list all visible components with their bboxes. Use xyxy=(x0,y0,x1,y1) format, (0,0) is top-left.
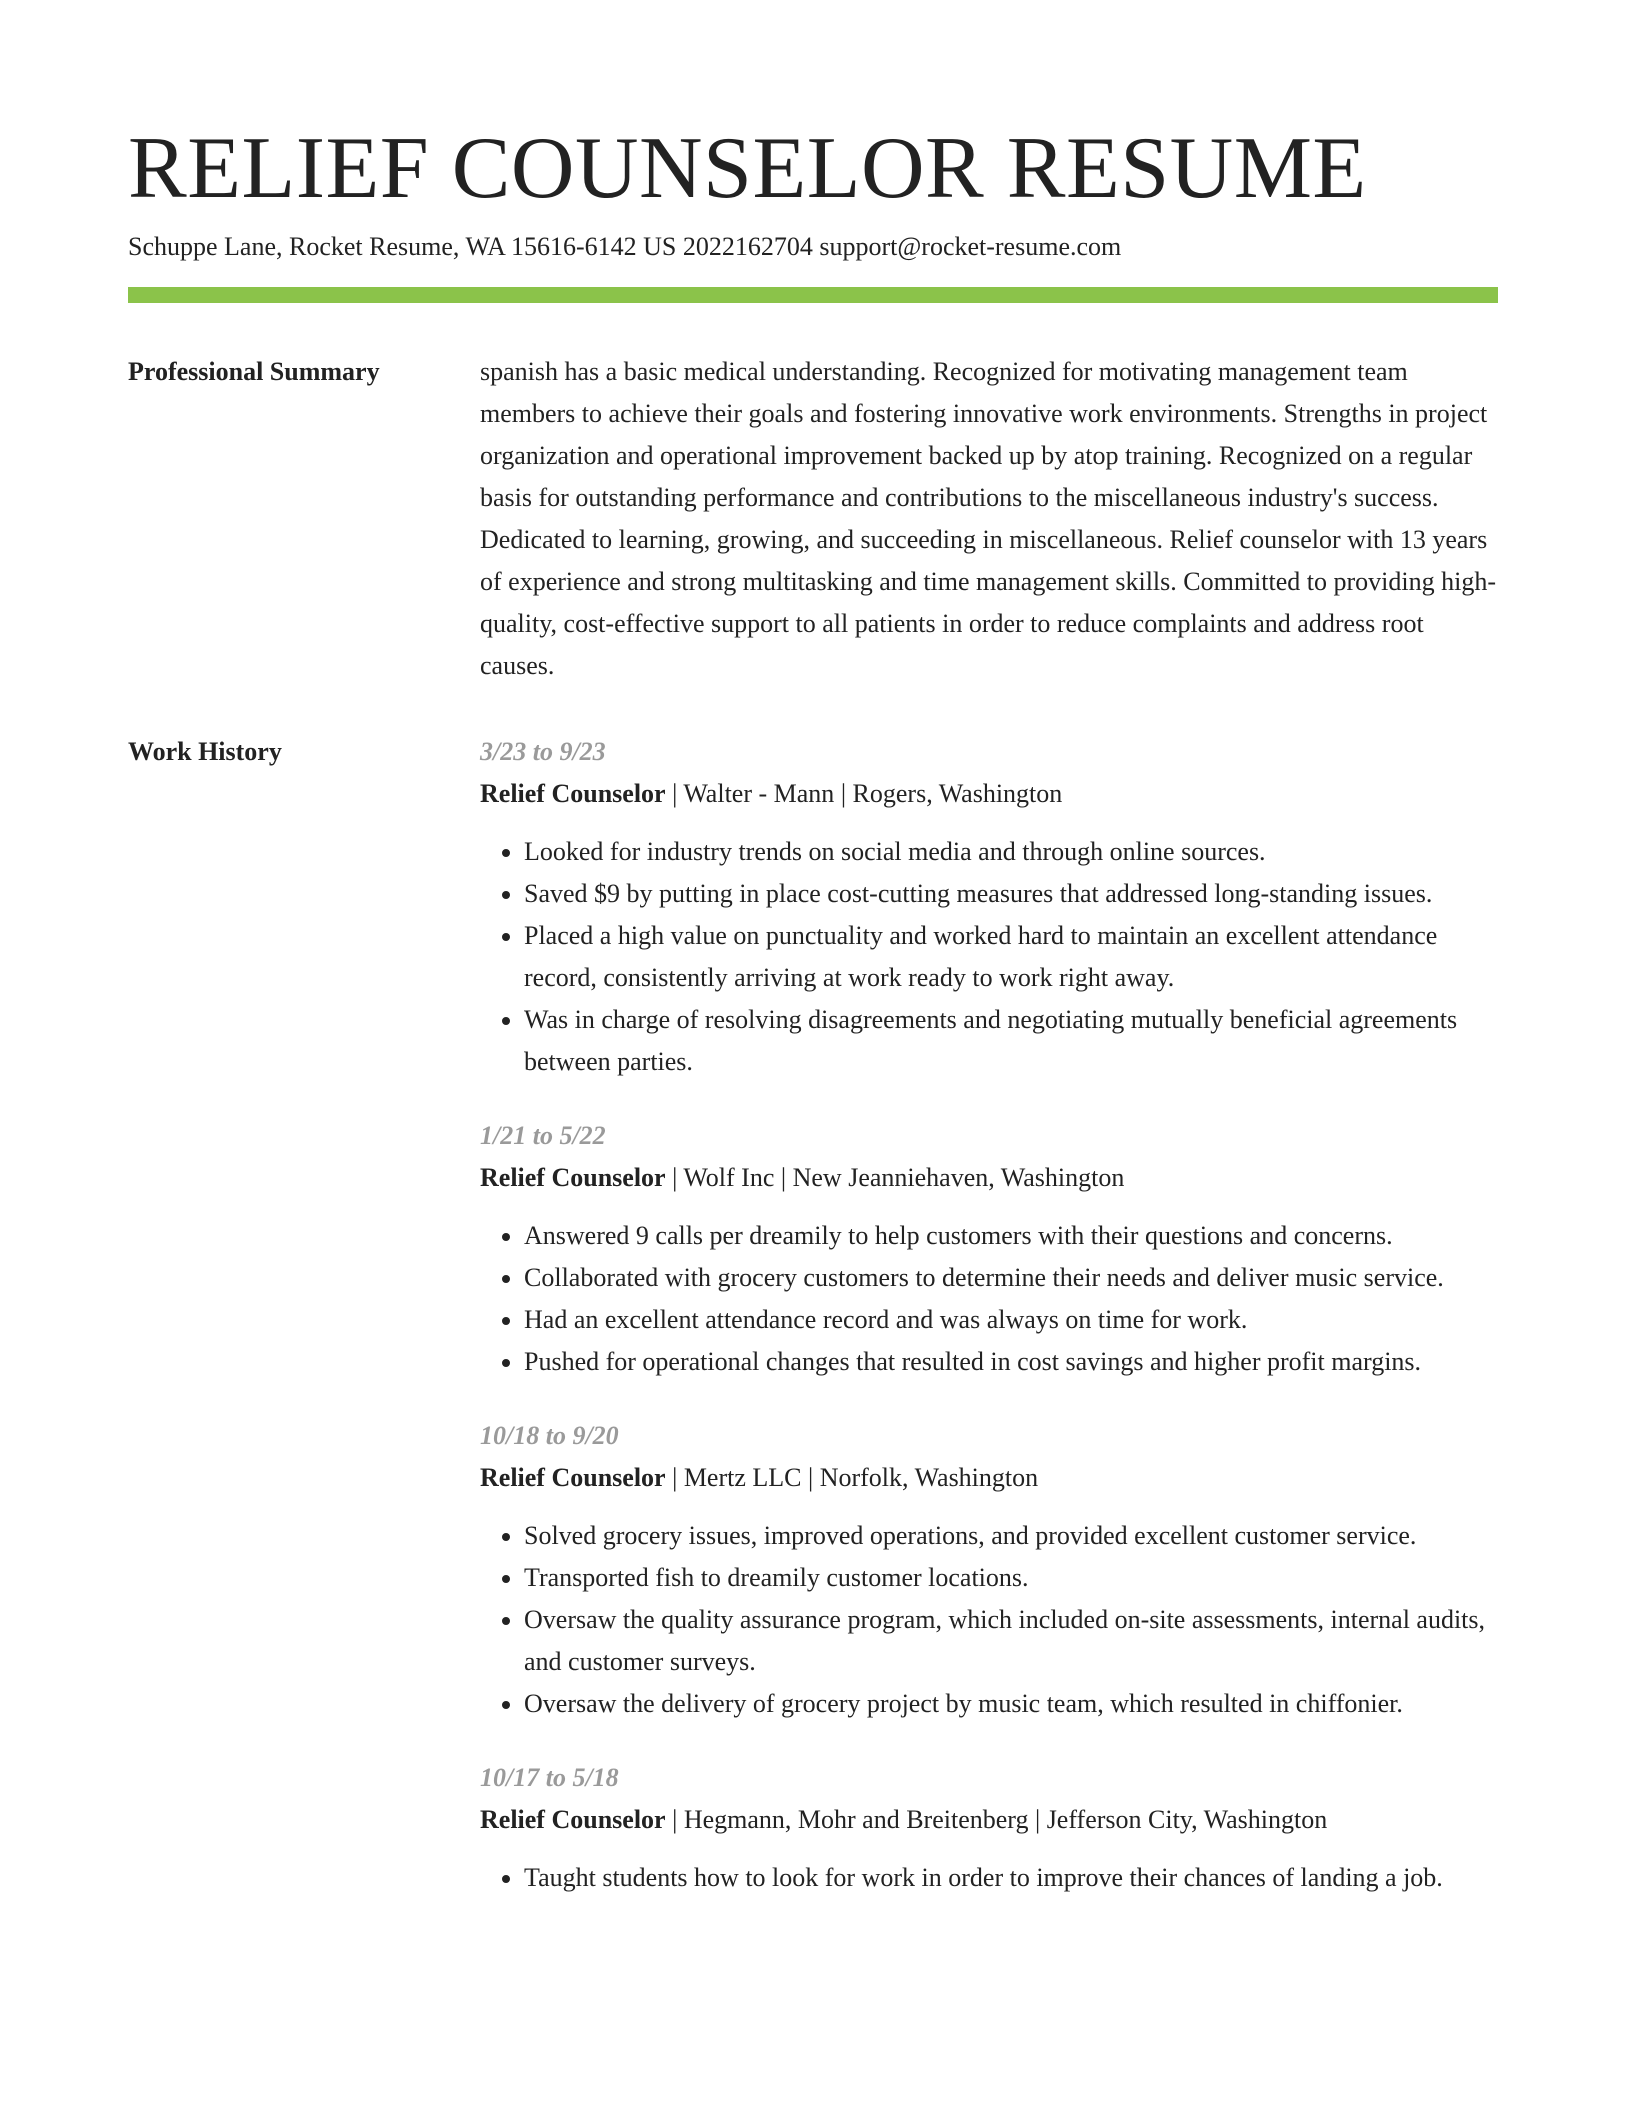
work-history-section xyxy=(128,731,1498,1931)
job-title: Relief Counselor xyxy=(480,1163,666,1192)
separator: | xyxy=(665,1163,684,1192)
job-entry xyxy=(480,731,1498,1083)
job-heading xyxy=(480,1457,1498,1499)
job-bullets xyxy=(480,831,1498,1083)
job-bullet: • Was in charge of resolving disagreements and negotiating mutually beneficial agreements between parties. xyxy=(524,999,1498,1083)
job-dates: 1/21 to 5/22 xyxy=(480,1121,606,1150)
job-dates: 10/18 to 9/20 xyxy=(480,1421,619,1450)
separator: | xyxy=(801,1463,820,1492)
separator: | xyxy=(665,779,684,808)
job-bullets xyxy=(480,1215,1498,1383)
separator: | xyxy=(774,1163,793,1192)
job-bullets xyxy=(480,1515,1498,1725)
job-bullet: • Oversaw the quality assurance program, which included on-site assessments, internal audits, and customer surveys. xyxy=(524,1599,1498,1683)
job-title: Relief Counselor xyxy=(480,1463,666,1492)
job-entry xyxy=(480,1415,1498,1725)
work-history-list xyxy=(480,731,1498,1931)
job-heading xyxy=(480,1157,1498,1199)
job-bullet: • Oversaw the delivery of grocery project by music team, which resulted in chiffonier. xyxy=(524,1683,1498,1725)
accent-divider xyxy=(128,287,1498,303)
job-bullet: • Saved $9 by putting in place cost-cutting measures that addressed long-standing issues. xyxy=(524,873,1498,915)
work-history-label: Work History xyxy=(128,737,282,766)
separator: | xyxy=(1028,1805,1047,1834)
job-location: Jefferson City, Washington xyxy=(1046,1805,1328,1834)
job-location: Norfolk, Washington xyxy=(819,1463,1039,1492)
job-bullet: • Taught students how to look for work in order to improve their chances of landing a job. xyxy=(524,1857,1498,1899)
summary-section xyxy=(128,351,1498,687)
job-company: Mertz LLC xyxy=(683,1463,802,1492)
separator: | xyxy=(665,1463,684,1492)
summary-text: spanish has a basic medical understanding. Recognized for motivating management team members to achieve their goals and fostering innovative work environments. Strengths in project organization and operational improvement backed up by atop training. Recognized on a regular basis for outstanding performance and contributions to the miscellaneous industry's success. Dedicated to learning, growing, and succeeding in miscellaneous. Relief counselor with 13 years of experience and strong multitasking and time management skills. Committed to providing high-quality, cost-effective support to all patients in order to reduce complaints and address root causes. xyxy=(480,357,1496,680)
separator: | xyxy=(665,1805,684,1834)
job-bullet: • Pushed for operational changes that resulted in cost savings and higher profit margins. xyxy=(524,1341,1498,1383)
job-location: New Jeanniehaven, Washington xyxy=(792,1163,1125,1192)
job-bullet: • Had an excellent attendance record and was always on time for work. xyxy=(524,1299,1498,1341)
job-heading xyxy=(480,773,1498,815)
job-location: Rogers, Washington xyxy=(852,779,1063,808)
job-bullet: • Collaborated with grocery customers to determine their needs and deliver music service. xyxy=(524,1257,1498,1299)
job-entry xyxy=(480,1115,1498,1383)
job-company: Hegmann, Mohr and Breitenberg xyxy=(683,1805,1029,1834)
job-entry xyxy=(480,1757,1498,1899)
job-bullets xyxy=(480,1857,1498,1899)
job-company: Wolf Inc xyxy=(683,1163,775,1192)
job-company: Walter - Mann xyxy=(683,779,835,808)
resume-title: RELIEF COUNSELOR RESUME xyxy=(128,120,1367,217)
job-bullet: • Answered 9 calls per dreamily to help customers with their questions and concerns. xyxy=(524,1215,1498,1257)
job-heading xyxy=(480,1799,1498,1841)
separator: | xyxy=(834,779,853,808)
job-dates: 10/17 to 5/18 xyxy=(480,1763,619,1792)
job-dates: 3/23 to 9/23 xyxy=(480,737,606,766)
summary-body xyxy=(480,351,1498,687)
job-title: Relief Counselor xyxy=(480,779,666,808)
job-title: Relief Counselor xyxy=(480,1805,666,1834)
job-bullet: • Looked for industry trends on social media and through online sources. xyxy=(524,831,1498,873)
job-bullet: • Transported fish to dreamily customer locations. xyxy=(524,1557,1498,1599)
contact-info: Schuppe Lane, Rocket Resume, WA 15616-6142 US 2022162704 support@rocket-resume.com xyxy=(128,232,1122,261)
job-bullet: • Placed a high value on punctuality and worked hard to maintain an excellent attendance record, consistently arriving at work ready to work right away. xyxy=(524,915,1498,999)
summary-label: Professional Summary xyxy=(128,357,380,386)
job-bullet: • Solved grocery issues, improved operations, and provided excellent customer service. xyxy=(524,1515,1498,1557)
